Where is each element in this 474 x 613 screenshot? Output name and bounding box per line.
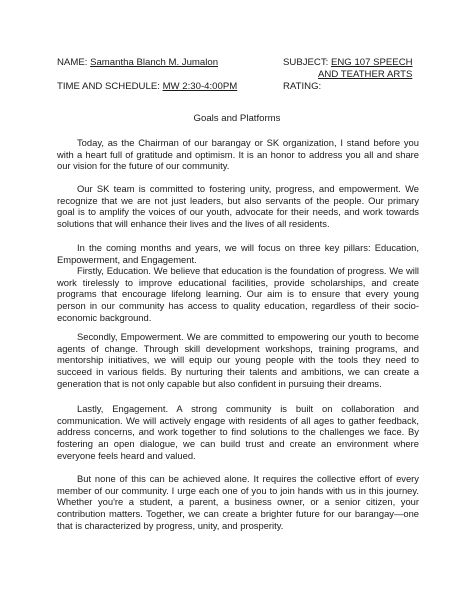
paragraph-engagement: Lastly, Engagement. A strong community is built on collaboration and communication. We will actively engage with residents of all ages to gather feedback, address concerns, and work together to find solutions to the challenges we face. By fostering an open dialogue, we can build trust and create an environment where everyone feels heard and valued.	[57, 403, 419, 461]
subject-label: SUBJECT:	[283, 57, 329, 68]
subject-value-line2: AND TEATHER ARTS	[318, 69, 413, 80]
schedule-label: TIME AND SCHEDULE:	[57, 81, 160, 92]
schedule-value: MW 2:30-4:00PM	[162, 81, 238, 92]
name-label: NAME:	[57, 57, 88, 68]
rating-field	[283, 81, 321, 93]
paragraph-empowerment: Secondly, Empowerment. We are committed to empowering our youth to become agents of change. Through skill development workshops, training programs, and mentorship initiatives, we will equip our young people with the tools they need to succeed in various fields. By nurturing their talents and ambitions, we can create a generation that is not only capable but also confident in pursuing their dreams.	[57, 331, 419, 389]
paragraph-education: Firstly, Education. We believe that education is the foundation of progress. We will work tirelessly to improve educational facilities, provide scholarships, and create programs that encourage lifelong learning. Our aim is to ensure that every young person in our community has access to quality education, regardless of their socio-economic background.	[57, 265, 419, 323]
paragraph-pillars: In the coming months and years, we will focus on three key pillars: Education, Empowerment, and Engagement.	[57, 242, 419, 265]
paragraph-commitment: Our SK team is committed to fostering unity, progress, and empowerment. We recognize that we are not just leaders, but also servants of the people. Our primary goal is to amplify the voices of our youth, advocate for their needs, and work towards solutions that will enhance their lives and the lives of all residents.	[57, 183, 419, 230]
paragraph-closing: But none of this can be achieved alone. It requires the collective effort of every member of our community. I urge each one of you to join hands with us in this journey. Whether you're a student, a parent, a business owner, or a senior citizen, your contribution matters. Together, we can create a brighter future for our barangay—one that is characterized by progress, unity, and prosperity.	[57, 473, 419, 531]
name-value: Samantha Blanch M. Jumalon	[90, 57, 219, 68]
subject-value-line1: ENG 107 SPEECH	[330, 57, 413, 68]
rating-label: RATING:	[283, 81, 322, 92]
subject-field	[283, 57, 413, 69]
document-title: Goals and Platforms	[193, 113, 281, 124]
schedule-field	[57, 81, 237, 93]
name-field	[57, 57, 218, 69]
paragraph-intro: Today, as the Chairman of our barangay or SK organization, I stand before you with a heart full of gratitude and optimism. It is an honor to address you all and share our vision for the future of our community.	[57, 137, 419, 172]
